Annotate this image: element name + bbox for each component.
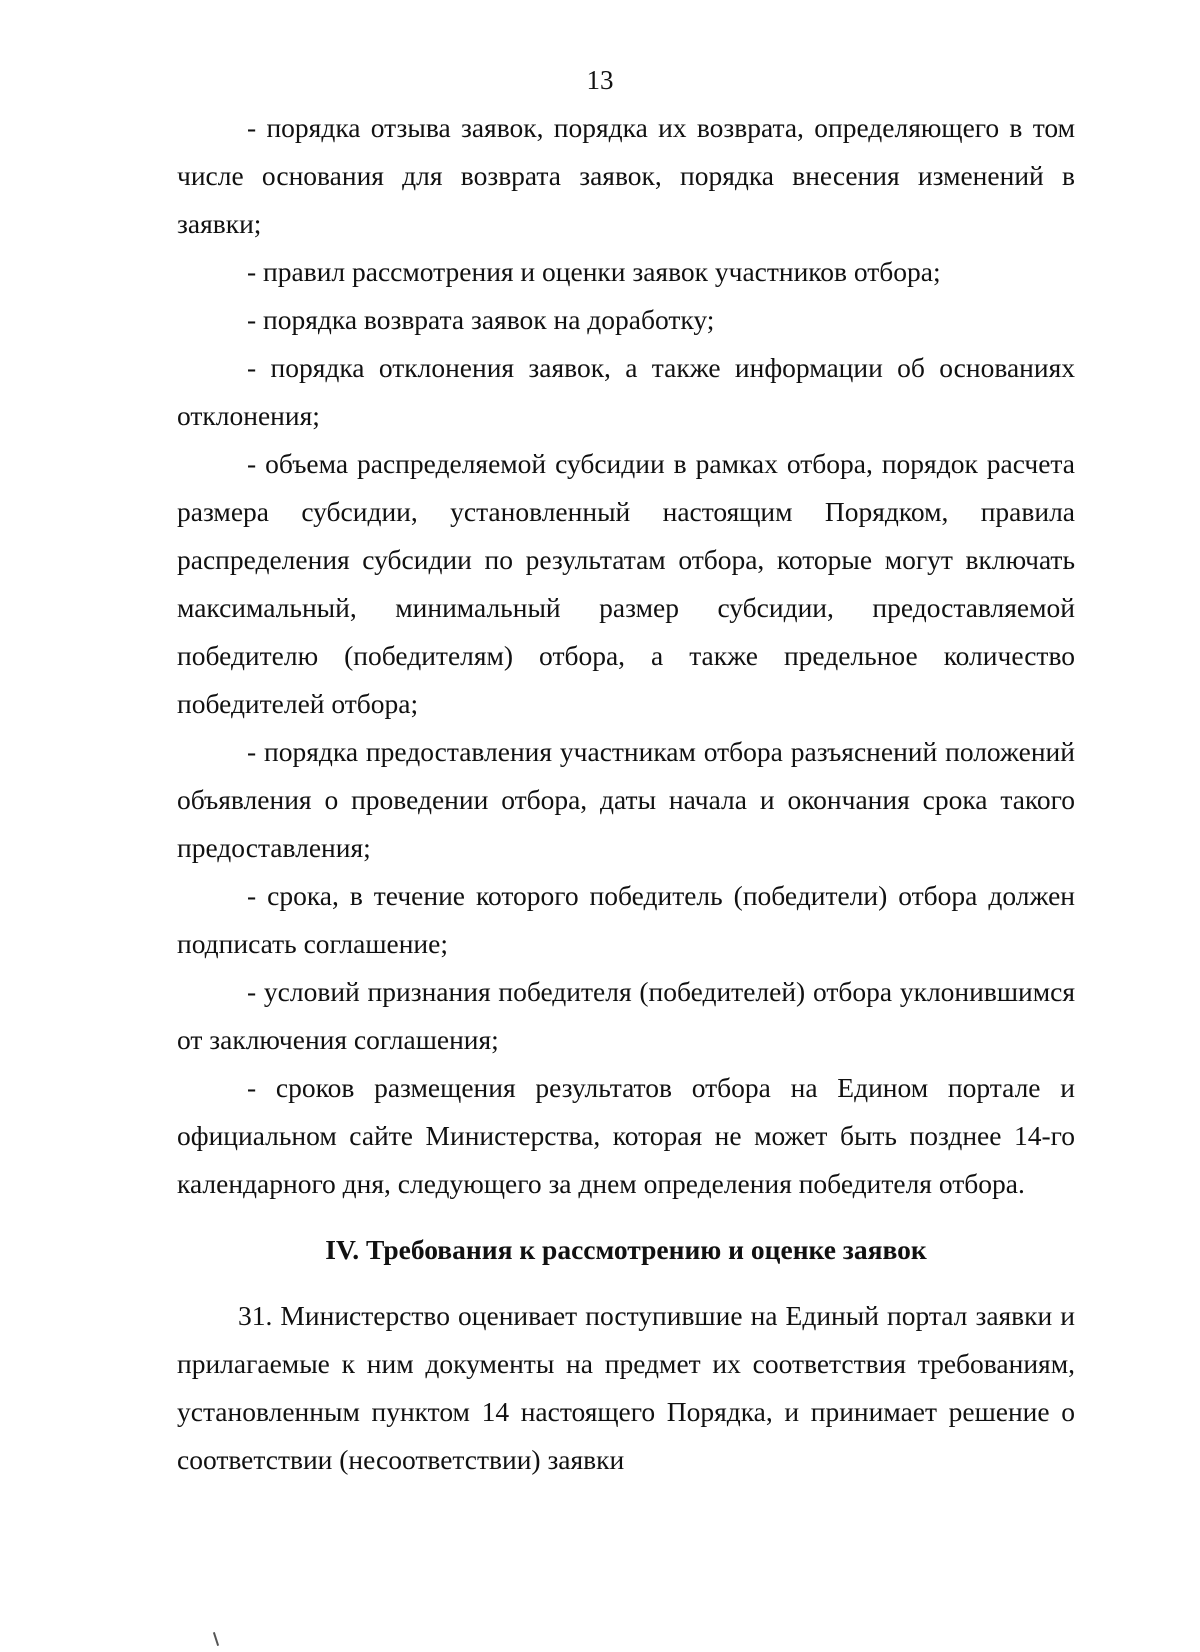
- list-item-evasion-conditions: - условий признания победителя (победителей) отбора уклонившимся от заключения соглашения;: [177, 976, 1075, 1055]
- list-item-rejection: - порядка отклонения заявок, а также информации об основаниях отклонения;: [177, 352, 1075, 431]
- section-heading: IV. Требования к рассмотрению и оценке заявок: [325, 1234, 927, 1265]
- list-item-withdrawal: - порядка отзыва заявок, порядка их возврата, определяющего в том числе основания для возврата заявок, порядка внесения изменений в заявки;: [177, 112, 1075, 239]
- document-body: [177, 104, 1075, 1484]
- list-item-results-publication: - сроков размещения результатов отбора на Едином портале и официальном сайте Министерства, которая не может быть позднее 14-го календарного дня, следующего за днем определения победителя отбора.: [177, 1072, 1075, 1199]
- list-item-clarifications: - порядка предоставления участникам отбора разъяснений положений объявления о проведении отбора, даты начала и окончания срока такого предоставления;: [177, 736, 1075, 863]
- list-item-return-for-revision: - порядка возврата заявок на доработку;: [247, 304, 715, 335]
- list-item-subsidy-volume: - объема распределяемой субсидии в рамках отбора, порядок расчета размера субсидии, установленный настоящим Порядком, правила распределения субсидии по результатам отбора, которые могут включать максимальный, минимальный размер субсидии, предоставляемой победителю (победителям) отбора, а также предельное количество победителей отбора;: [177, 448, 1075, 719]
- list-item-signing-term: - срока, в течение которого победитель (победители) отбора должен подписать соглашение;: [177, 880, 1075, 959]
- paragraph-31: 31. Министерство оценивает поступившие на Единый портал заявки и прилагаемые к ним документы на предмет их соответствия требованиям, установленным пунктом 14 настоящего Порядка, и принимает решение о соответствии (несоответствии) заявки: [177, 1300, 1075, 1475]
- list-item-review-rules: - правил рассмотрения и оценки заявок участников отбора;: [247, 256, 941, 287]
- page-number: 13: [586, 65, 614, 95]
- scan-mark: [213, 1632, 219, 1646]
